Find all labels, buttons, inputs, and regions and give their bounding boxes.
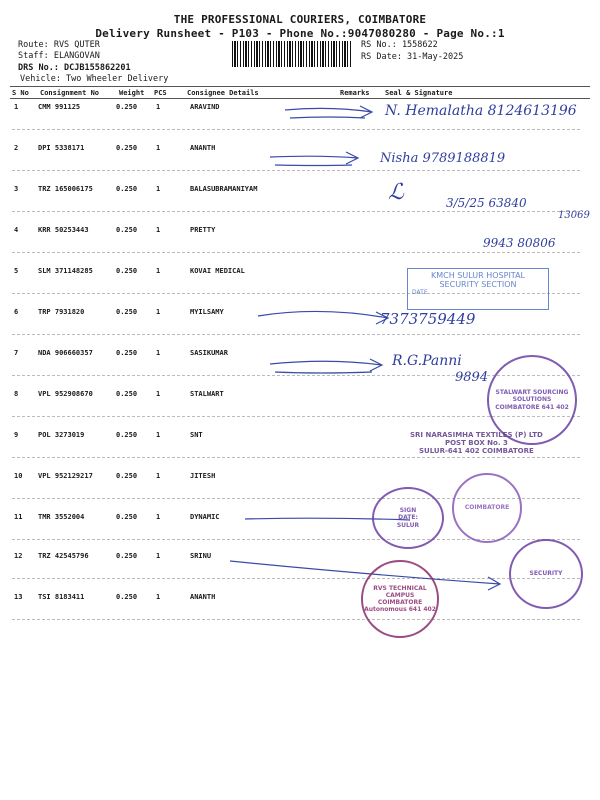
row-pcs: 1 [156, 144, 161, 152]
runsheet-subtitle: Delivery Runsheet - P103 - Phone No.:9047080280 - Page No.:1 [95, 27, 505, 40]
signature-row7: R.G.Panni [392, 353, 462, 369]
rvs-stamp [361, 560, 439, 638]
jitesh-stamp-place: SULUR [396, 521, 420, 529]
snt-stamp [410, 431, 543, 455]
row-consignment: VPL 952129217 [38, 472, 93, 480]
row-weight: 0.250 [116, 267, 138, 275]
row-weight: 0.250 [116, 593, 138, 601]
drs-label: DRS No.: DCJB155862201 [18, 63, 131, 73]
dynamic-stamp-text: COIMBATORE [464, 504, 510, 512]
signature-row3-scribble: ℒ [388, 180, 404, 205]
row-consignment: TMR 3552004 [38, 513, 85, 521]
row-consignment: DPI 5338171 [38, 144, 85, 152]
arrow-row1 [285, 106, 372, 118]
signature-row3-extra: 13069 [558, 210, 590, 221]
row-pcs: 1 [156, 349, 161, 357]
row-weight: 0.250 [116, 390, 138, 398]
arrow-row7 [270, 359, 382, 373]
dynamic-stamp [452, 473, 522, 543]
row-consignee: KOVAI MEDICAL [190, 267, 245, 275]
row-weight: 0.250 [116, 513, 138, 521]
row-consignment: TSI 8183411 [38, 593, 85, 601]
row-consignee: BALASUBRAMANIYAM [190, 185, 258, 193]
row-consignee: SASIKUMAR [190, 349, 228, 357]
signature-row1: N. Hemalatha 8124613196 [385, 103, 577, 119]
row-consignee: MYILSAMY [190, 308, 224, 316]
row-consignment: POL 3273019 [38, 431, 85, 439]
row-consignee: DYNAMIC [190, 513, 220, 521]
row-weight: 0.250 [116, 308, 138, 316]
kmch-stamp [407, 268, 549, 310]
row-sno: 9 [14, 431, 19, 439]
row-weight: 0.250 [116, 103, 138, 111]
arrow-row6 [258, 311, 388, 324]
row-pcs: 1 [156, 431, 161, 439]
staff-label: Staff: ELANGOVAN [18, 51, 100, 61]
row-pcs: 1 [156, 513, 161, 521]
kmch-stamp-line2: SECURITY SECTION [439, 280, 517, 289]
row-sno: 5 [14, 267, 19, 275]
row-sno: 1 [14, 103, 19, 111]
row-weight: 0.250 [116, 144, 138, 152]
row-pcs: 1 [156, 267, 161, 275]
vehicle-label: Vehicle: Two Wheeler Delivery [20, 74, 169, 84]
row-consignee: ANANTH [190, 593, 216, 601]
rs-no-label: RS No.: 1558622 [361, 40, 438, 50]
row-consignee: STALWART [190, 390, 224, 398]
row-pcs: 1 [156, 226, 161, 234]
route-label: Route: RVS QUTER [18, 40, 100, 50]
row-weight: 0.250 [116, 431, 138, 439]
rs-date-label: RS Date: 31-May-2025 [361, 52, 464, 62]
kmch-stamp-date: DATE [412, 289, 428, 296]
col-sno: S No [12, 89, 29, 97]
row-consignment: TRP 7931820 [38, 308, 85, 316]
row-pcs: 1 [156, 308, 161, 316]
snt-stamp-line1: SRI NARASIMHA TEXTILES (P) LTD [410, 431, 543, 439]
row-consignee: SNT [190, 431, 203, 439]
snt-stamp-line3: SULUR-641 402 COIMBATORE [419, 447, 534, 455]
signature-row4: 9943 80806 [483, 236, 556, 250]
rvs-stamp-inner: Autonomous 641 402 [364, 606, 436, 614]
row-consignment: NDA 906660357 [38, 349, 93, 357]
row-weight: 0.250 [116, 349, 138, 357]
row-consignment: KRR 50253443 [38, 226, 89, 234]
col-pcs: PCS [154, 89, 167, 97]
row-consignee: SRINU [190, 552, 212, 560]
row-sno: 13 [14, 593, 23, 601]
row-consignee: ARAVIND [190, 103, 220, 111]
row-pcs: 1 [156, 552, 161, 560]
row-sno: 7 [14, 349, 19, 357]
signature-row6: 7373759449 [380, 310, 476, 328]
row-consignment: SLM 371148285 [38, 267, 93, 275]
col-consignee: Consignee Details [187, 89, 259, 97]
row-consignment: TRZ 42545796 [38, 552, 89, 560]
stalwart-stamp-city: COIMBATORE 641 402 [495, 403, 569, 411]
row-sno: 10 [14, 472, 23, 480]
signature-row3: 3/5/25 63840 [446, 196, 527, 210]
row-consignment: TRZ 165006175 [38, 185, 93, 193]
row-sno: 6 [14, 308, 19, 316]
row-consignment: VPL 952908670 [38, 390, 93, 398]
jitesh-stamp-date: DATE: [398, 514, 418, 522]
company-title: THE PROFESSIONAL COURIERS, COIMBATORE [173, 13, 427, 26]
stalwart-stamp-name: STALWART SOURCING SOLUTIONS [495, 389, 569, 404]
srinu-stamp-text: SECURITY [529, 570, 563, 578]
col-seal: Seal & Signature [385, 89, 453, 97]
row-sno: 2 [14, 144, 19, 152]
row-sno: 11 [14, 513, 23, 521]
row-weight: 0.250 [116, 472, 138, 480]
row-weight: 0.250 [116, 226, 138, 234]
row-sno: 8 [14, 390, 19, 398]
row-pcs: 1 [156, 593, 161, 601]
row-sno: 12 [14, 552, 23, 560]
jitesh-stamp-sign: SIGN [399, 507, 417, 515]
snt-stamp-line2: POST BOX No. 3 [444, 439, 508, 447]
row-weight: 0.250 [116, 185, 138, 193]
row-pcs: 1 [156, 103, 161, 111]
signature-row2: Nisha 9789188819 [380, 151, 506, 166]
kmch-stamp-line1: KMCH SULUR HOSPITAL [430, 271, 525, 280]
row-consignment: CMM 991125 [38, 103, 81, 111]
row-weight: 0.250 [116, 552, 138, 560]
row-pcs: 1 [156, 472, 161, 480]
row-consignee: JITESH [190, 472, 216, 480]
col-remarks: Remarks [340, 89, 370, 97]
col-weight: Weight [119, 89, 145, 97]
srinu-stamp [509, 539, 583, 609]
col-consignment: Consignment No [40, 89, 100, 97]
signature-row7-phone: 9894 [455, 370, 489, 385]
row-sno: 4 [14, 226, 19, 234]
row-pcs: 1 [156, 390, 161, 398]
rvs-stamp-text: RVS TECHNICAL CAMPUS COIMBATORE [373, 584, 427, 606]
jitesh-stamp [372, 487, 444, 549]
row-pcs: 1 [156, 185, 161, 193]
row-sno: 3 [14, 185, 19, 193]
arrow-row2 [270, 152, 358, 166]
row-consignee: PRETTY [190, 226, 216, 234]
row-consignee: ANANTH [190, 144, 216, 152]
